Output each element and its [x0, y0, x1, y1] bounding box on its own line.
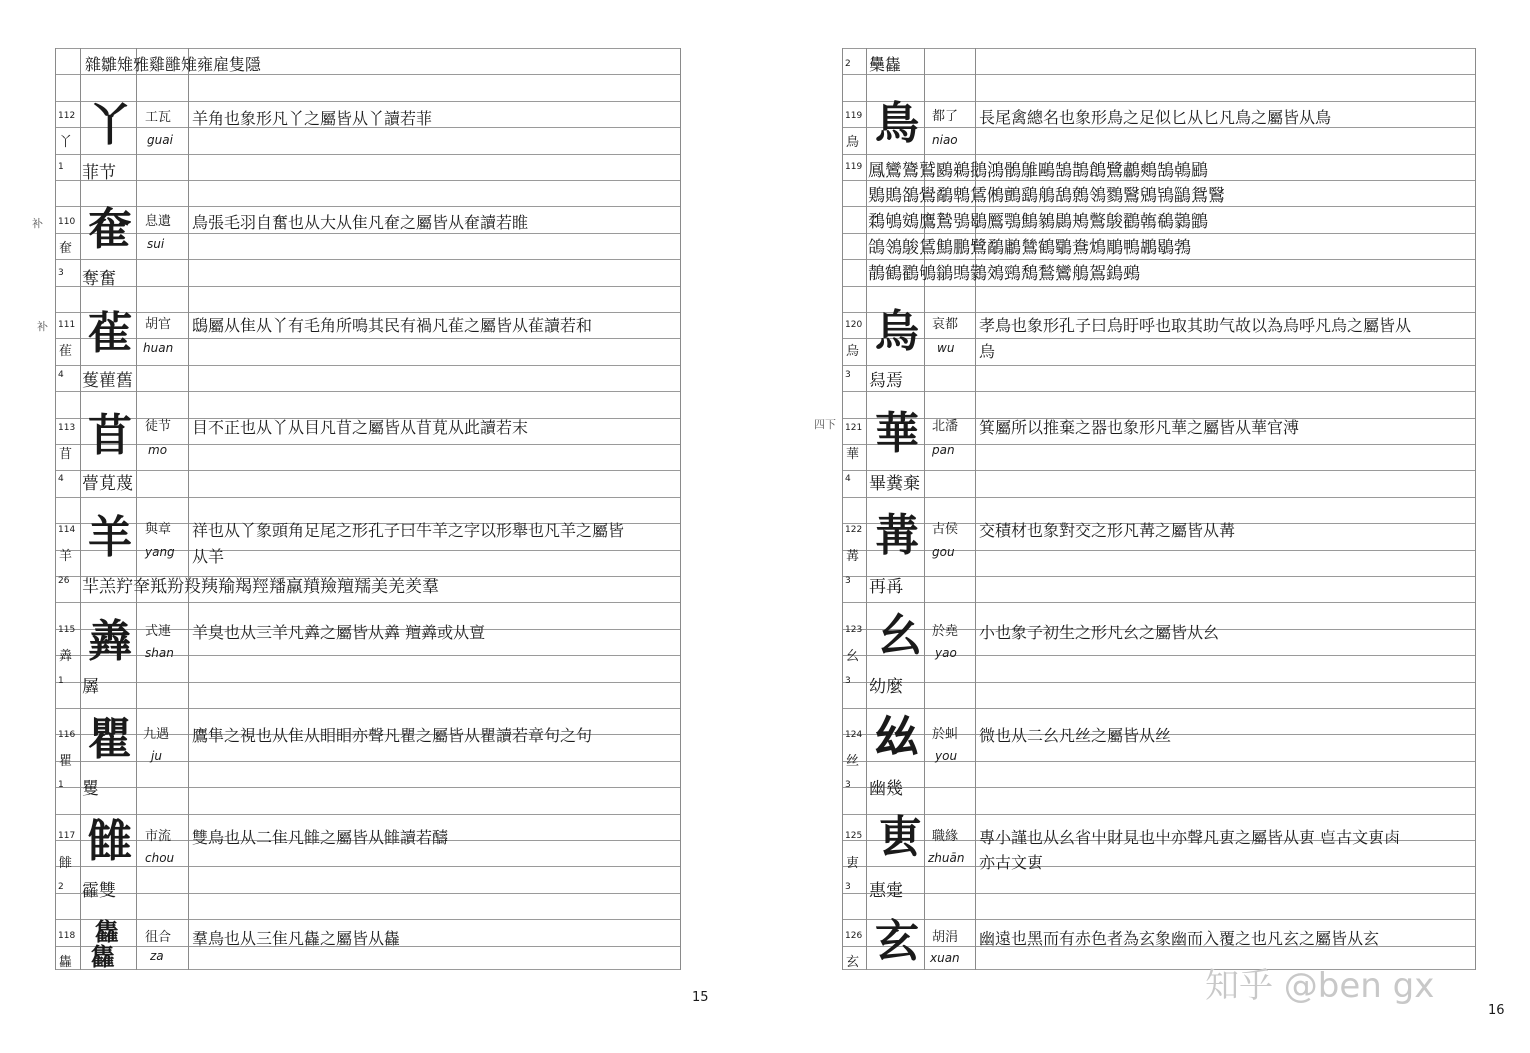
entry-number: 125: [845, 831, 863, 841]
fanqie: 胡官: [145, 317, 172, 332]
right-page: [842, 48, 1476, 970]
derived-characters: 矍: [82, 779, 99, 799]
fanqie: 徂合: [145, 930, 172, 945]
pinyin: guai: [147, 133, 173, 147]
entry-number: 115: [58, 625, 76, 635]
ruled-line: [55, 286, 681, 287]
ruled-line: [842, 391, 1476, 392]
seal-glyph: 雥: [95, 917, 119, 946]
watermark: 知乎 @ben gx: [1205, 966, 1435, 1006]
fanqie: 九遇: [143, 727, 170, 742]
definition-continued: 烏: [979, 342, 996, 361]
ruled-line: [842, 682, 1476, 683]
radical-label: 雥: [59, 955, 73, 970]
radical-label: 瞿: [59, 754, 73, 769]
fanqie: 工瓦: [145, 110, 172, 125]
page-number-right: 16: [1488, 1003, 1505, 1018]
entry-number: 114: [58, 525, 76, 535]
column-line: [866, 48, 867, 970]
radical-label: 玄: [846, 955, 860, 970]
pinyin: za: [150, 949, 164, 963]
seal-glyph: 幺: [878, 610, 922, 661]
ruled-line: [842, 470, 1476, 471]
derived-characters: 惠疐: [869, 881, 903, 901]
definition: 鳥張毛羽自奮也从大从隹凡奞之屬皆从奞讀若睢: [192, 213, 529, 232]
entry-number: 126: [845, 931, 863, 941]
ruled-line: [55, 814, 681, 815]
radical-label: 幺: [846, 649, 860, 664]
radical-label: 鳥: [846, 135, 860, 150]
derived-characters: 瞢莧蔑: [82, 474, 133, 494]
fanqie: 都了: [932, 109, 959, 124]
pinyin: shan: [145, 646, 174, 660]
ruled-line: [55, 48, 681, 49]
ruled-line: [55, 969, 681, 970]
radical-label: 丝: [846, 754, 860, 769]
derived-count: 3: [845, 780, 851, 790]
entry-number: 116: [58, 730, 76, 740]
margin-note: 补: [37, 320, 48, 333]
entry-number: 122: [845, 525, 863, 535]
derived-count: 2: [58, 882, 64, 892]
derived-count: 4: [845, 474, 851, 484]
ruled-line: [55, 180, 681, 181]
pinyin: chou: [145, 851, 175, 865]
column-line: [55, 48, 56, 970]
ruled-line: [842, 101, 1476, 102]
ruled-line: [842, 286, 1476, 287]
seal-glyph: 𢆶: [875, 712, 919, 763]
radical-label: 叀: [846, 856, 860, 871]
radical-label: 烏: [846, 344, 860, 359]
derived-characters-line: 鶪鵙鵅鷽鷸鵯鵀鵂鸇鷂鵃鴰鷯鴒鷚鷖鶂鴇鶅鴛鷖: [868, 186, 1225, 206]
pinyin: yang: [145, 545, 175, 559]
ruled-line: [842, 48, 1476, 49]
derived-characters-line: 鴿鴒鵔鵀鷦鵬鷺鷸鷛鷥鶴鸀鴦鴆鵰鴨鶘鶡鵓: [868, 238, 1191, 258]
column-line: [188, 48, 189, 970]
entry-number: 117: [58, 831, 76, 841]
derived-count: 1: [58, 676, 64, 686]
seal-glyph: 瞿: [88, 714, 132, 765]
derived-count: 3: [845, 576, 851, 586]
seal-glyph: 雥: [91, 942, 115, 971]
entry-number: 124: [845, 730, 863, 740]
derived-count: 1: [58, 780, 64, 790]
seal-glyph: 丫: [88, 100, 132, 151]
page-number-left: 15: [692, 990, 709, 1005]
pinyin: sui: [147, 237, 165, 251]
ruled-line: [55, 602, 681, 603]
ruled-line: [842, 497, 1476, 498]
pinyin: huan: [143, 341, 174, 355]
margin-note: 四下: [814, 418, 836, 431]
derived-count: 3: [845, 882, 851, 892]
column-line: [680, 48, 681, 970]
radical-label: 羴: [59, 649, 73, 664]
definition: 祥也从丫象頭角足尾之形孔子曰牛羊之字以形舉也凡羊之屬皆: [192, 521, 625, 540]
left-page: [55, 48, 681, 970]
fanqie: 式連: [145, 624, 172, 639]
ruled-line: [842, 893, 1476, 894]
definition-continued: 亦古文叀: [979, 853, 1044, 872]
ruled-line: [55, 101, 681, 102]
radical-label: 冓: [846, 549, 860, 564]
radical-label: 羊: [59, 549, 73, 564]
seal-glyph: 苜: [88, 410, 132, 461]
entry-number: 119: [845, 111, 863, 121]
derived-characters: 舄焉: [869, 371, 903, 391]
seal-glyph: 玄: [875, 916, 919, 967]
pinyin: niao: [932, 133, 958, 147]
pinyin: gou: [932, 545, 955, 559]
radical-label: 雔: [59, 856, 73, 871]
derived-characters: 蒦雚舊: [82, 371, 133, 391]
fanqie: 職緣: [932, 829, 959, 844]
ruled-line: [55, 259, 681, 260]
pinyin: xuan: [930, 951, 960, 965]
derived-count: 3: [58, 268, 64, 278]
derived-characters: 羋羔羜羍羝羒羖羠羭羯羥羳羸羵羷羶羺美羌羑羣: [82, 577, 439, 597]
definition: 鷹隼之視也从隹从䀠䀠亦聲凡瞿之屬皆从瞿讀若章句之句: [192, 726, 593, 745]
ruled-line: [55, 497, 681, 498]
definition: 羊臭也从三羊凡羴之屬皆从羴 羶羴或从亶: [192, 623, 486, 642]
fanqie: 古侯: [932, 522, 959, 537]
fanqie: 胡涓: [932, 930, 959, 945]
radical-label: 苜: [59, 447, 73, 462]
ruled-line: [55, 470, 681, 471]
derived-characters: 再爯: [869, 577, 903, 597]
radical-label: 奞: [59, 241, 73, 256]
column-line: [136, 48, 137, 970]
derived-characters: 羼: [82, 677, 99, 697]
entry-number: 120: [845, 320, 863, 330]
ruled-line: [842, 602, 1476, 603]
ruled-line: [55, 365, 681, 366]
column-line: [1475, 48, 1476, 970]
fanqie: 於堯: [932, 624, 959, 639]
derived-count: 2: [845, 59, 851, 69]
derived-characters: 奪奮: [82, 269, 116, 289]
ruled-line: [55, 761, 681, 762]
fanqie: 哀都: [932, 317, 959, 332]
derived-count: 3: [845, 676, 851, 686]
ruled-line: [842, 919, 1476, 920]
definition: 雙鳥也从二隹凡雔之屬皆从雔讀若醻: [192, 828, 449, 847]
definition: 目不正也从丫从目凡苜之屬皆从苜莧从此讀若末: [192, 418, 529, 437]
entry-number: 121: [845, 423, 863, 433]
fanqie: 徒节: [145, 419, 172, 434]
ruled-line: [842, 708, 1476, 709]
ruled-line: [55, 866, 681, 867]
definition: 小也象子初生之形凡幺之屬皆从幺: [979, 623, 1220, 642]
seal-glyph: 華: [875, 408, 919, 459]
derived-characters-line: 鳳鸞鷟鷲鶠鵜鵝鴻鶻鵻鷗鵠鵲鶬鷺鷫鷞鵠鵫鶌: [868, 161, 1208, 181]
derived-count: 119: [845, 162, 863, 172]
definition: 幽遠也黑而有赤色者為玄象幽而入覆之也凡玄之屬皆从玄: [979, 929, 1380, 948]
ruled-line: [55, 338, 681, 339]
pinyin: wu: [937, 341, 955, 355]
ruled-line: [55, 233, 681, 234]
margin-note: 补: [32, 217, 43, 230]
pinyin: yao: [935, 646, 957, 660]
derived-count: 3: [845, 370, 851, 380]
seal-glyph: 雔: [88, 816, 132, 867]
radical-label: 丫: [59, 135, 73, 150]
definition: 長尾禽總名也象形鳥之足似匕从匕凡鳥之屬皆从鳥: [979, 108, 1332, 127]
fanqie: 與章: [145, 522, 172, 537]
ruled-line: [55, 206, 681, 207]
derived-characters: 幼麼: [869, 677, 903, 697]
definition: 微也从二幺凡丝之屬皆从丝: [979, 726, 1172, 745]
definition-continued: 从羊: [192, 547, 225, 566]
ruled-line: [55, 787, 681, 788]
derived-characters: 靃雙: [82, 881, 116, 901]
derived-count: 26: [58, 576, 70, 586]
fanqie: 市流: [145, 829, 172, 844]
entry-number: 118: [58, 931, 76, 941]
ruled-line: [842, 74, 1476, 75]
definition: 羊角也象形凡丫之屬皆从丫讀若菲: [192, 109, 433, 128]
entry-number: 123: [845, 625, 863, 635]
seal-glyph: 羴: [88, 616, 132, 667]
ruled-line: [55, 919, 681, 920]
top-row-text: 雜雛雉雅雞雝雉雍雇隻隱: [85, 55, 262, 74]
fanqie: 息遺: [145, 214, 172, 229]
radical-label: 雈: [59, 344, 73, 359]
seal-glyph: 雈: [88, 308, 132, 359]
fanqie: 北潘: [932, 419, 959, 434]
definition: 交積材也象對交之形凡冓之屬皆从冓: [979, 521, 1236, 540]
entry-number: 113: [58, 423, 76, 433]
definition: 鴟屬从隹从丫有毛角所鳴其民有禍凡雈之屬皆从雈讀若和: [192, 316, 593, 335]
ruled-line: [55, 154, 681, 155]
ruled-line: [55, 893, 681, 894]
seal-glyph: 冓: [875, 510, 919, 561]
ruled-line: [842, 338, 1476, 339]
definition: 箕屬所以推棄之器也象形凡華之屬皆从華官溥: [979, 418, 1300, 437]
derived-characters-line: 鶄鶴鸐鴝鶲鴠鸏鵁鵛鵚鶖鸞鵃鴐鵭鵐: [868, 264, 1140, 284]
ruled-line: [842, 814, 1476, 815]
derived-characters: 菲节: [82, 163, 116, 183]
entry-number: 111: [58, 320, 76, 330]
ruled-line: [55, 682, 681, 683]
seal-glyph: 羊: [88, 512, 132, 563]
ruled-line: [842, 787, 1476, 788]
pinyin: ju: [151, 749, 162, 763]
derived-characters: 幽幾: [869, 779, 903, 799]
pinyin: pan: [932, 443, 955, 457]
seal-glyph: 叀: [878, 812, 922, 863]
ruled-line: [55, 391, 681, 392]
seal-glyph: 奞: [88, 204, 132, 255]
ruled-line: [55, 708, 681, 709]
entry-number: 110: [58, 217, 76, 227]
ruled-line: [842, 576, 1476, 577]
column-line: [80, 48, 81, 970]
derived-count: 1: [58, 162, 64, 172]
definition: 羣鳥也从三隹凡雥之屬皆从雥: [192, 929, 401, 948]
ruled-line: [842, 154, 1476, 155]
pinyin: you: [935, 749, 958, 763]
entry-number: 112: [58, 111, 76, 121]
ruled-line: [842, 365, 1476, 366]
derived-characters-line: 鶔鴝鴳鷹鷙鴞鶡鷢鶚鷦鶨鷐鴂鷩鵔鸐鶾鵗鸏鶹: [868, 212, 1208, 232]
derived-characters: 畢糞棄: [869, 474, 920, 494]
seal-glyph: 鳥: [875, 98, 919, 149]
pinyin: zhuān: [928, 851, 965, 865]
derived-count: 4: [58, 474, 64, 484]
definition: 專小謹也从幺省屮財見也屮亦聲凡叀之屬皆从叀 𠧢古文叀𠧪: [979, 828, 1401, 847]
top-row-text: 雧雥: [869, 55, 902, 74]
column-line: [842, 48, 843, 970]
ruled-line: [842, 866, 1476, 867]
derived-count: 4: [58, 370, 64, 380]
seal-glyph: 烏: [875, 306, 919, 357]
fanqie: 於虯: [932, 727, 959, 742]
pinyin: mo: [148, 443, 168, 457]
definition: 孝鳥也象形孔子曰烏盱呼也取其助气故以為烏呼凡烏之屬皆从: [979, 316, 1412, 335]
radical-label: 華: [846, 447, 860, 462]
